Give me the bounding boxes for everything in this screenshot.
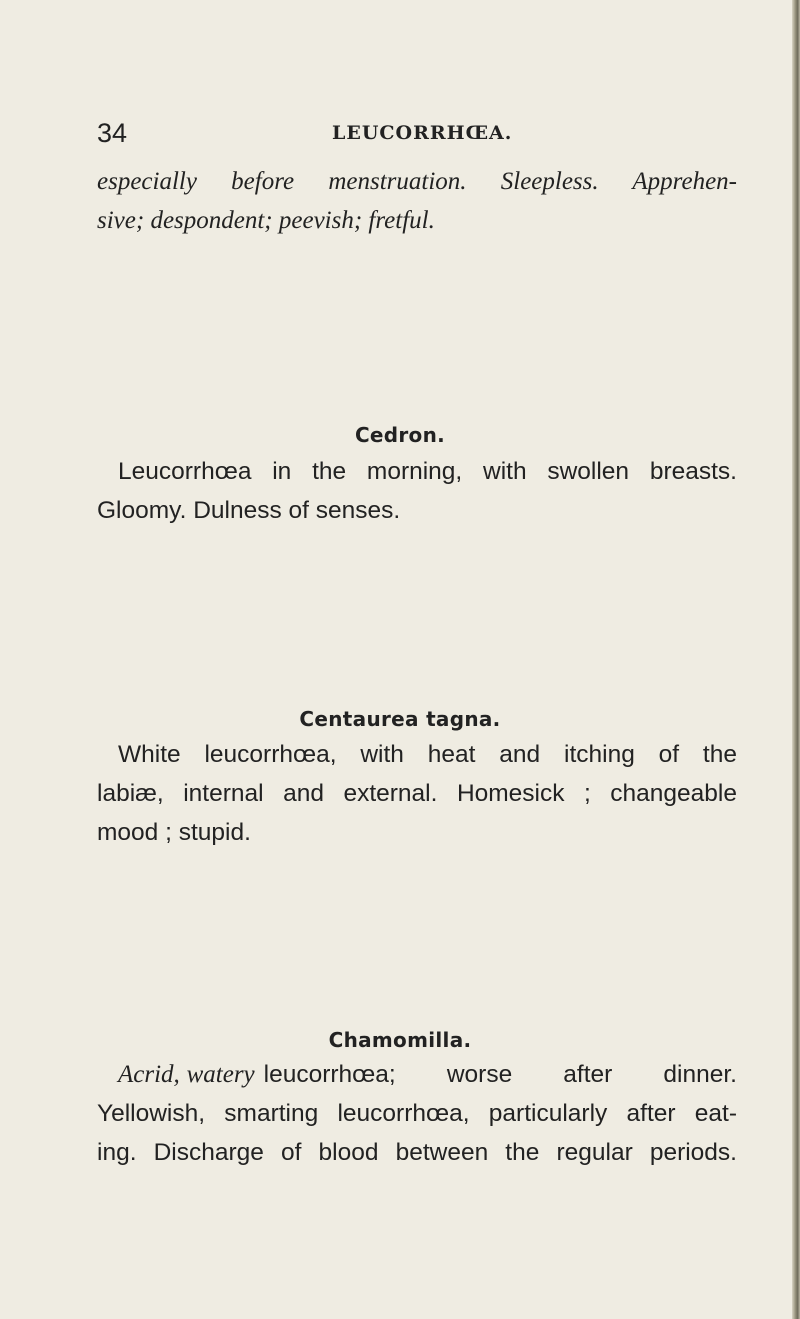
cedron-line-1: Leucorrhœa in the morning, with swollen breasts.	[118, 458, 737, 485]
centaurea-line-1: White leucorrhœa, with heat and itching of the	[118, 741, 737, 768]
cedron-line-2: Gloomy. Dulness of senses.	[97, 497, 401, 524]
chamomilla-line-2: Yellowish, smarting leucorrhœa, particularly after eat-	[97, 1100, 737, 1127]
intro-line-2: sive; despondent; peevish; fretful.	[97, 207, 435, 234]
acrid-word: Acrid,	[118, 1061, 180, 1088]
chamomilla-line-1-rest: leucorrhœa; worse after dinner.	[263, 1061, 737, 1088]
centaurea-line-2: labiæ, internal and external. Homesick ; changeable	[97, 780, 737, 807]
watery-word: watery	[186, 1061, 255, 1088]
chamomilla-line-1	[97, 1061, 737, 1089]
page-number: 34	[97, 118, 128, 148]
chamomilla-line-3: ing. Discharge of blood between the regular periods.	[97, 1139, 737, 1166]
running-head: LEUCORRHŒA.	[332, 122, 513, 144]
page-edge	[792, 0, 800, 1319]
section-heading-cedron: Cedron.	[354, 423, 446, 447]
centaurea-line-3: mood ; stupid.	[97, 819, 251, 846]
section-heading-centaurea: Centaurea tagna.	[299, 707, 501, 731]
page-header	[0, 118, 800, 158]
chamomilla-line-1-lead	[118, 1061, 255, 1089]
intro-line-1: especially before menstruation. Sleepless. Apprehen-	[97, 168, 737, 195]
section-heading-chamomilla: Chamomilla.	[328, 1028, 472, 1052]
